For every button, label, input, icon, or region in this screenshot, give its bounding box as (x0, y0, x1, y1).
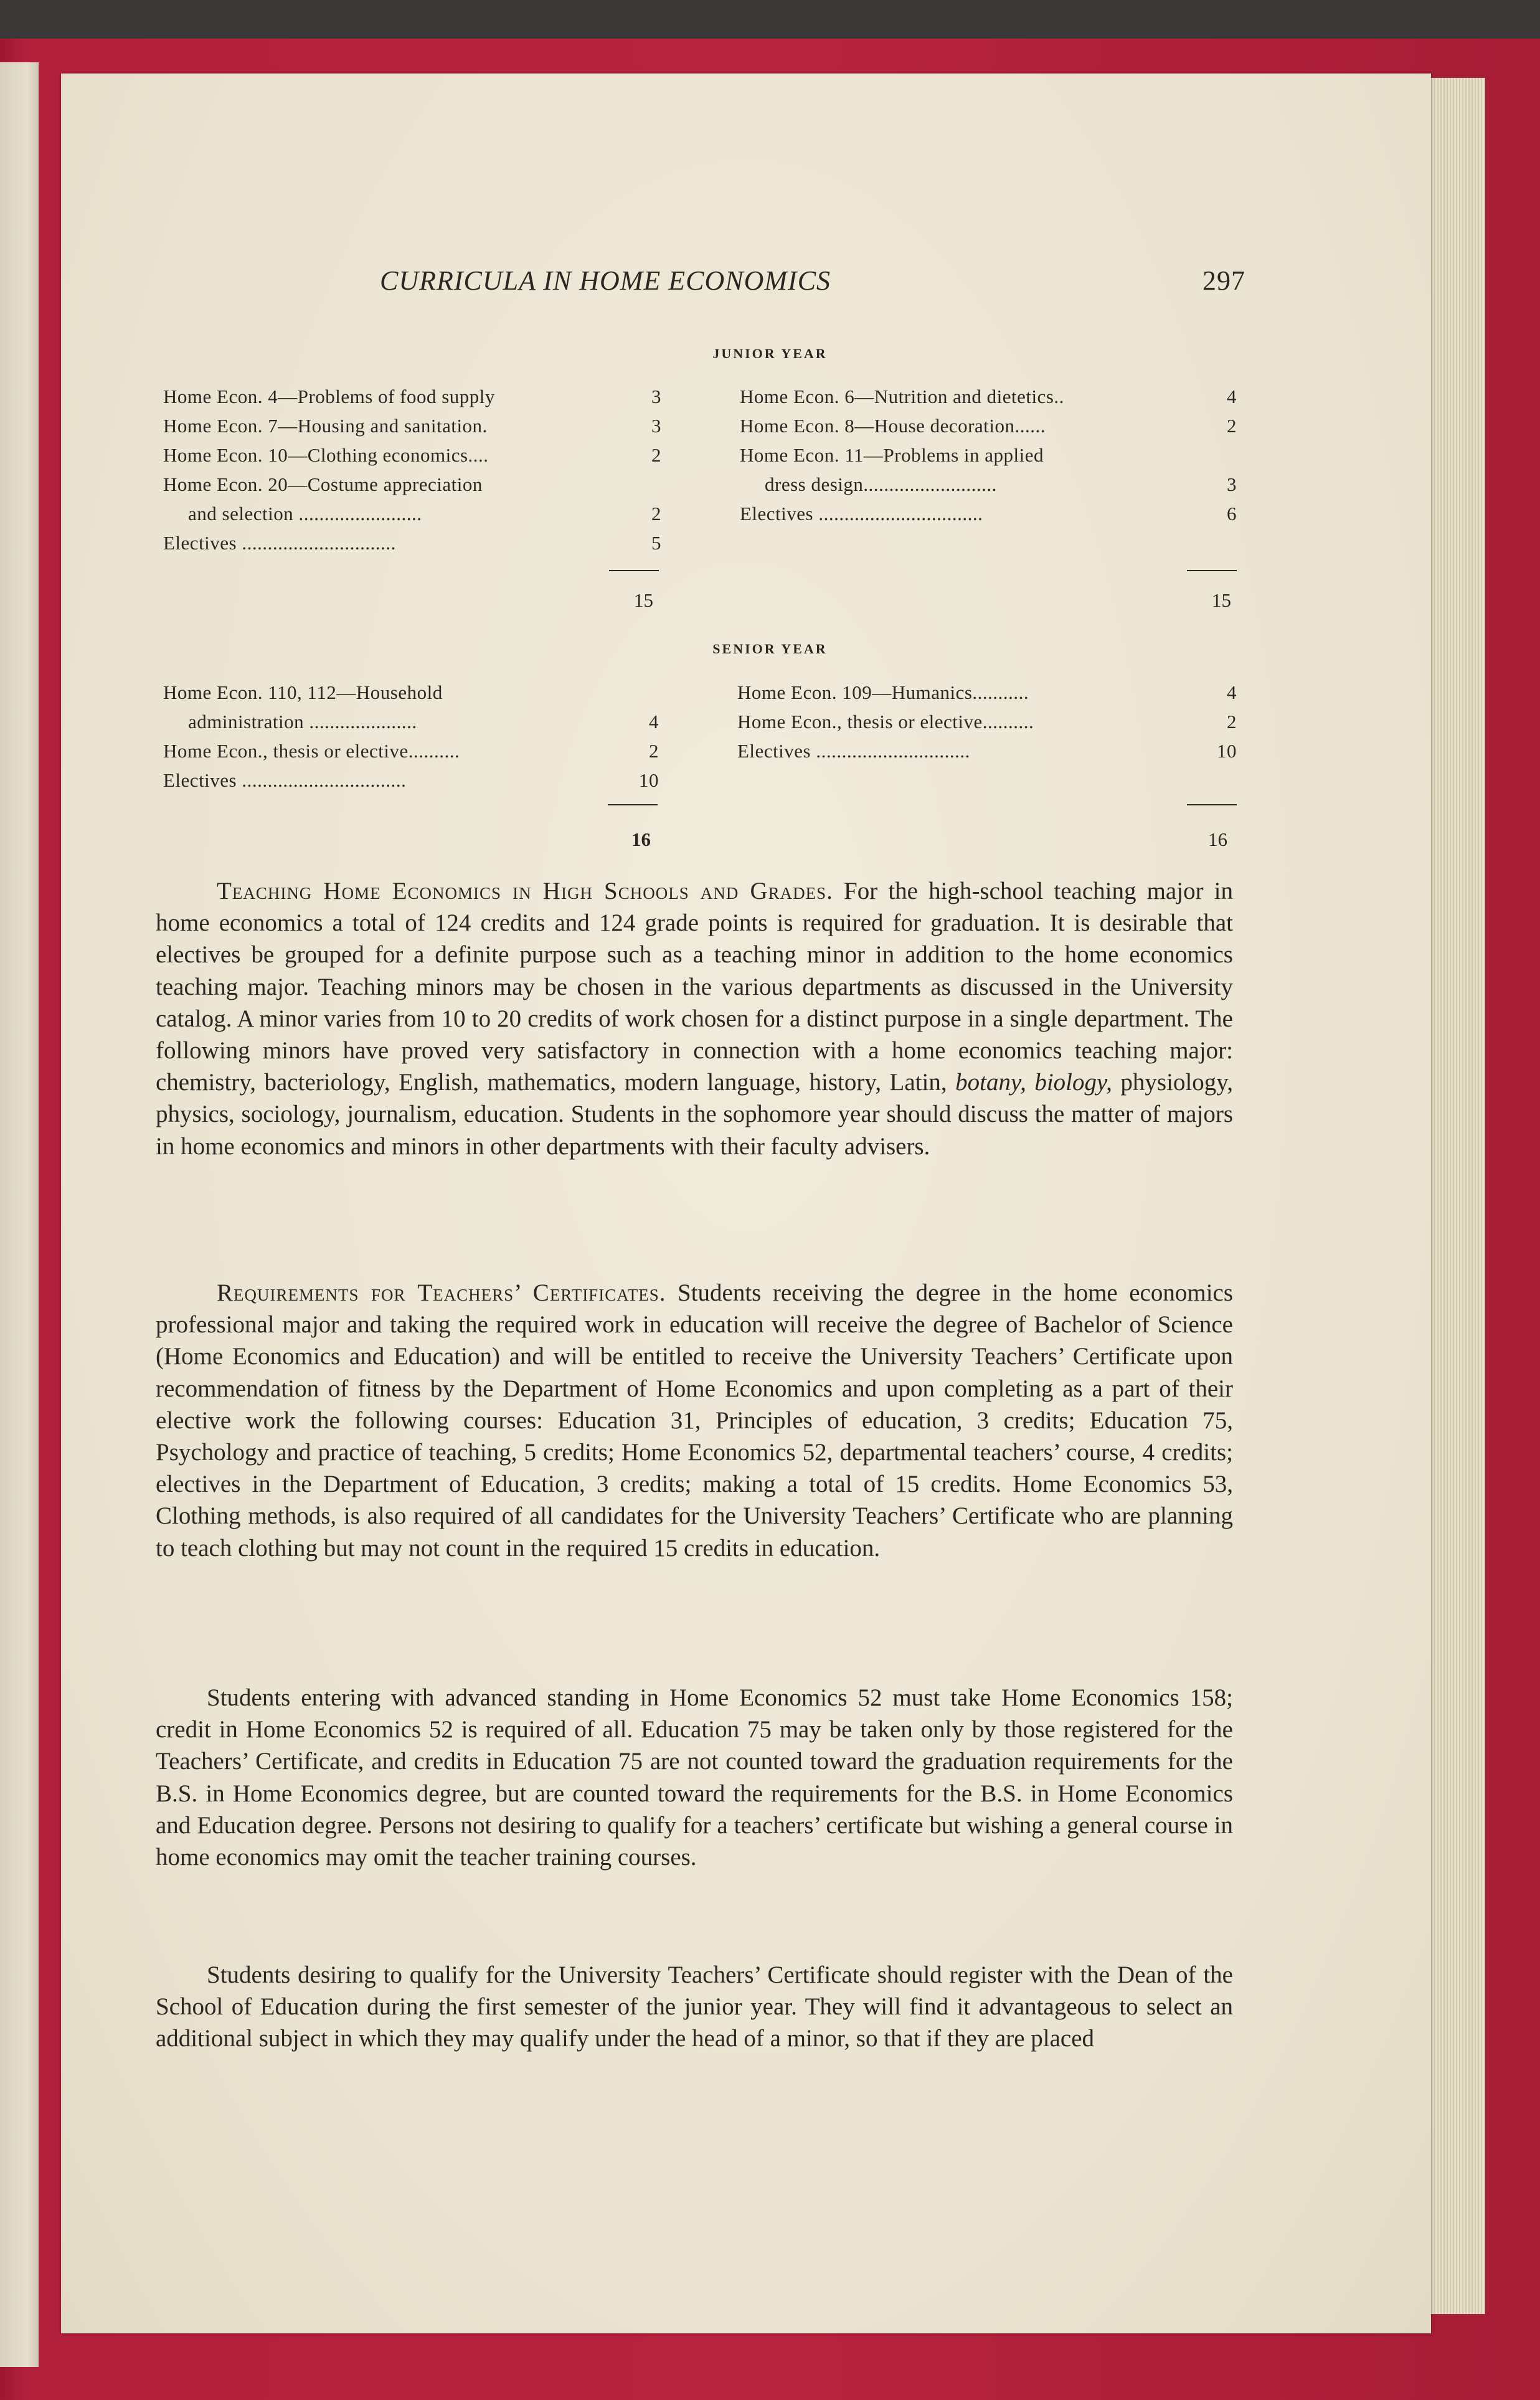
table-row (163, 470, 661, 499)
table-row (163, 766, 659, 795)
course-label: Home Econ. 20—Costume appreciation (163, 473, 483, 495)
senior-left-column (163, 678, 659, 795)
table-row (740, 470, 1237, 499)
facing-page-edge (0, 62, 39, 2367)
page-edges (1426, 78, 1485, 2314)
senior-left-total-rule (608, 804, 658, 805)
course-label: and selection ........................ (188, 503, 422, 524)
course-label: Electives ................................ (163, 769, 407, 791)
paragraph-heading: Teaching Home Economics in High Schools and Grades. (217, 878, 833, 904)
table-row (737, 736, 1237, 766)
course-label: Home Econ. 8—House decoration...... (740, 415, 1046, 437)
junior-right-column (740, 382, 1237, 528)
table-row (163, 678, 659, 707)
course-label: Home Econ. 11—Problems in applied (740, 444, 1044, 466)
senior-right-column (737, 678, 1237, 766)
table-row (163, 528, 661, 557)
course-label: Electives .............................. (737, 740, 970, 762)
credit-value: 4 (1227, 386, 1237, 407)
table-row (737, 678, 1237, 707)
junior-right-total-rule (1187, 570, 1237, 571)
paragraph-advanced-standing (156, 1682, 1233, 1873)
senior-left-total: 16 (631, 828, 651, 850)
junior-year-heading: JUNIOR YEAR (712, 346, 828, 361)
credit-value: 3 (651, 415, 661, 437)
paragraph-text: For the high-school teaching major in home economics a total of 124 credits and 124 grade points is required for graduation. It is desirable that electives be grouped for a definite purpose such as a teaching minor in addition to the home economics teaching major. Teaching minors may be chosen in the various departments as discussed in the University catalog. A minor varies from 10 to 20 credits of work chosen for a distinct purpose in a single department. The following minors have proved very satisfactory in connection with a home economics teaching major: chemistry, bacteriology, English, mathematics, modern language, history, Latin, (156, 878, 1234, 1096)
paragraph-text: Students receiving the degree in the home economics professional major and taking the required work in education will receive the degree of Bachelor of Science (Home Economics and Education) and will be entitled to receive the University Teachers’ Certificate upon recommendation of fitness by the Department of Home Economics and upon completing as a part of their elective work the following courses: Education 31, Principles of education, 3 credits; Education 75, Psychology and practice of teaching, 5 credits; Home Economics 52, departmental teachers’ course, 4 credits; electives in the Department of Education, 3 credits; making a total of 15 credits. Home Economics 53, Clothing methods, is also required of all candidates for the University Teachers’ Certificate who are planning to teach clothing but may not count in the required 15 credits in education. (156, 1279, 1234, 1562)
paragraph-text: Students entering with advanced standing in Home Economics 52 must take Home Economics 158; credit in Home Economics 52 is required of all. Education 75 may be taken only by those registered for the Teachers’ Certificate, and credits in Education 75 are not counted toward the graduation requirements for the B.S. in Home Economics degree, but are counted toward the requirements for the B.S. in Home Economics and Education degree. Persons not desiring to qualify for a teachers’ certificate but wishing a general course in home economics may omit the teacher training courses. (156, 1684, 1233, 1871)
table-row (163, 440, 661, 470)
credit-value: 2 (1227, 711, 1237, 733)
paragraph-italic-text: botany, biology, (955, 1069, 1112, 1096)
course-label: Home Econ. 110, 112—Household (163, 681, 443, 703)
course-label: Home Econ. 6—Nutrition and dietetics.. (740, 386, 1064, 407)
course-label: dress design.......................... (765, 473, 997, 495)
table-row (740, 499, 1237, 528)
junior-left-column (163, 382, 661, 557)
course-label: Home Econ. 4—Problems of food supply (163, 386, 495, 407)
course-label: Electives ................................ (740, 503, 983, 524)
course-label: Home Econ., thesis or elective.......... (163, 740, 460, 762)
table-row (163, 736, 659, 766)
table-row (163, 707, 659, 736)
credit-value: 4 (1227, 681, 1237, 703)
running-head-title: CURRICULA IN HOME ECONOMICS (380, 265, 831, 296)
table-row (163, 499, 661, 528)
course-label: Home Econ. 109—Humanics........... (737, 681, 1029, 703)
course-label: Home Econ. 7—Housing and sanitation. (163, 415, 488, 437)
table-row (737, 707, 1237, 736)
course-label: Electives .............................. (163, 532, 396, 554)
paragraph-text: Students desiring to qualify for the University Teachers’ Certificate should register with the Dean of the School of Education during the first semester of the junior year. They will find it advantageous to select an additional subject in which they may qualify under the head of a minor, so that if they are placed (156, 1961, 1233, 2052)
junior-right-total: 15 (1212, 589, 1231, 611)
junior-left-total-rule (609, 570, 659, 571)
paragraph-heading: Requirements for Teachers’ Certificates. (217, 1279, 666, 1306)
credit-value: 4 (649, 711, 659, 733)
credit-value: 10 (639, 769, 659, 791)
credit-value: 2 (651, 444, 661, 466)
table-row (163, 411, 661, 440)
page-number: 297 (1202, 265, 1245, 296)
senior-right-total: 16 (1208, 828, 1227, 850)
course-label: Home Econ. 10—Clothing economics.... (163, 444, 489, 466)
credit-value: 3 (1227, 473, 1237, 495)
credit-value: 2 (651, 503, 661, 524)
table-row (740, 440, 1237, 470)
credit-value: 10 (1217, 740, 1237, 762)
paragraph-teaching (156, 875, 1233, 1162)
course-label: administration ..................... (188, 711, 417, 733)
paragraph-registration (156, 1959, 1233, 2055)
credit-value: 3 (651, 386, 661, 407)
table-row (740, 411, 1237, 440)
junior-left-total: 15 (634, 589, 653, 611)
senior-right-total-rule (1187, 804, 1237, 805)
credit-value: 2 (649, 740, 659, 762)
credit-value: 2 (1227, 415, 1237, 437)
senior-year-heading: SENIOR YEAR (712, 641, 828, 657)
course-label: Home Econ., thesis or elective.......... (737, 711, 1034, 733)
running-head (380, 265, 1245, 302)
table-row (740, 382, 1237, 411)
credit-value: 6 (1227, 503, 1237, 524)
table-row (163, 382, 661, 411)
paragraph-text-continued: physiology, physics, sociology, journalism, education. Students in the sophomore year should discuss the matter of majors in home economics and minors in other departments with their faculty advisers. (156, 1069, 1233, 1160)
credit-value: 5 (651, 532, 661, 554)
paragraph-certificates (156, 1277, 1233, 1564)
